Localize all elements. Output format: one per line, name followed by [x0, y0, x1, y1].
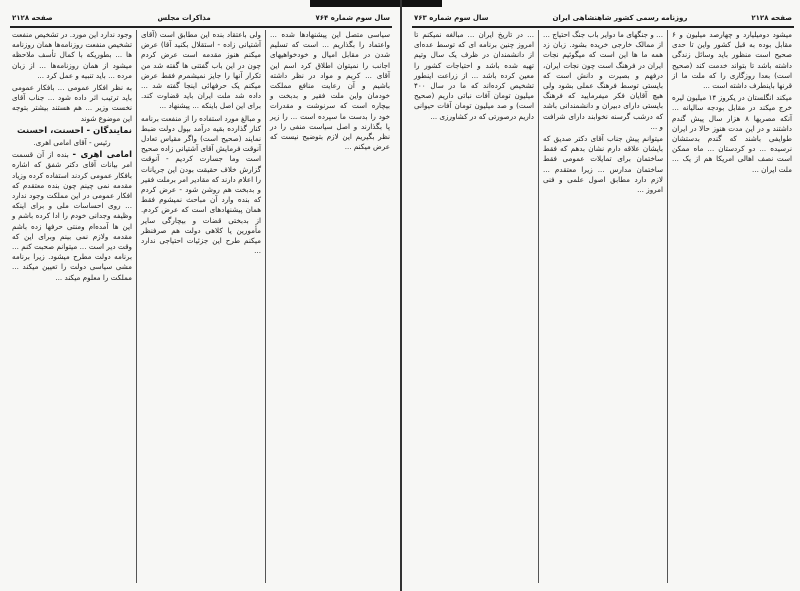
- issue-number: سال سوم شماره ۷۶۴: [315, 14, 390, 22]
- paragraph: ... در تاریخ ایران ... مبالغه نمیکنم تا امروز چنین برنامه ای که توسط عده‌ای از دانشمندان در ظرف یک سال وتیم تهیه شده باشد و احتیاجات کشور را معین کرده باشد ... از زراعت اینطور تشخیص کرده‌اند که ما در سال ۴۰۰ میلیون تومان آفات نباتی داریم (صحیح است) و صد میلیون تومان آفات حیوانی داریم درصورتی که در کشاورزی ...: [414, 30, 534, 121]
- paragraph: ولی باعتقاد بنده این مطابق است (آقای آشتیانی زاده - استقلال بکنید آقا) عرض میکنم هنوز مقدمه است عرض کردم چون در این باب گفتنی ها گفته شد من تکرار آنها را جایز نمیشمرم فقط عرض میکنم یک حرفهائی اینجا گفته شد ... داده شد ملت ایران باید قضاوت کند. برای این اصل باینکه ... پیشنهاد ...: [141, 30, 261, 111]
- paragraph: ... و جنگهای ما دوایر باب جنگ احتیاج ... از ممالک خارجی خریده بشود. زبان زد همه ما ها این است که میگوئیم نجات ایران در فرهنگ است چون نجات ایران، درفهم و بصیرت و دانش است که بایستی توسط فرهنگ عملی بشود ولی هیچ آقایان فکر میفرمایید که فرهنگ بایستی دارای دبیران و دانشمندانی باشد که درشب گرسنه نخوابند دارای شرافت و ...: [543, 30, 663, 131]
- page-number: صفحه ۲۱۲۸: [12, 14, 53, 22]
- issue-number: سال سوم شماره ۷۶۳: [414, 14, 489, 22]
- header-rule: [10, 26, 392, 28]
- paragraph: میتوانم پیش جناب آقای دکتر صدیق که بایشان علاقه دارم نشان بدهم که فقط ساختمان برای تمایلات عمومی فقط ساختمان مدارس ... زیرا معتقدم ... لازم دارد مطابق اصول علمی و فنی امروز ...: [543, 134, 663, 195]
- applause-line: نمایندگان - احسنت، احسنت: [17, 125, 132, 136]
- page-header: [414, 12, 792, 24]
- paragraph: میشود دومیلیارد و چهارصد میلیون و ۶ مقابل بوده به قبل کشور واین تا حدی صحیح است منظور باید وسائل زندگی داشته باشد تا بتواند خدمت کند (صحیح است) بعدا روزگاری را که ملت ما از قرنها باینطرف داشته است ...: [672, 30, 792, 91]
- header-rule: [412, 26, 794, 28]
- column-2: [137, 30, 266, 583]
- paragraph: میکند انگلستان در یکروز ۱۴ میلیون لیره خرج میکند در مقابل بودجه سالیانه ... آنکه مصریها ۸ هزار سال پیش گندم داشتند و در این مدت هنوز حالا در ایران طوایفی باشند که گندم بدستشان نرسیده ... دو کردستان ... ماه ممکن است نصف اهالی امریکا هم از یک ... ملت ایران ...: [672, 93, 792, 174]
- paragraph: و مبالغ مورد استفاده را از منفعت برنامه کنار گذارده بقیه درآمد بپول دولت ضبط نمایند (صحیح است) واگر مقیاس تعادل آنوقت فرمایش آقای آشتیانی زاده صحیح است وما جسارت کردیم - آنوقت گزارش خلاف حقیقت بودن این جریانات را اعلام دارند که مقادیر امر برملت فقیر و بدبخت هم روشن شود - عرض کردم که بنده وارد آن مباحث نمیشوم فقط همان پیشنهادهای است که عرض کردم. از بدبختی قضات و بیچارگی سایر مأمورین یا کلاهی دولت هم صرفنظر میکنم طرح این جزئیات احتیاجی ندارد ...: [140, 113, 261, 256]
- scan-shadow: [310, 0, 400, 7]
- column-1: [266, 30, 394, 583]
- speaker-name: امامی اهری -: [72, 150, 132, 161]
- paragraph: وجود ندارد این مورد. در تشخیص منفعت تشخیص منفعت روزنامه‌ها همان روزنامه ها ... بطوریکه با کمال تأسف ملاحظه میشود از همان روزنامه‌ها ... از زبان مرده ... باید تنبیه و عمل کرد ...: [12, 30, 132, 80]
- right-page: [400, 0, 800, 591]
- paragraph: به نظر افکار عمومی ... بافکار عمومی باید ترتیب اثر داده شود ... جناب آقای نخست وزیر ... هم هستند بیشتر بتوجه این موضوع شوند: [12, 83, 132, 123]
- column-2: [539, 30, 668, 583]
- column-3: [410, 30, 539, 583]
- newspaper-title: روزنامه رسمی کشور شاهنشاهی ایران: [552, 14, 688, 22]
- column-1: [668, 30, 796, 583]
- paragraph: سیاسی متصل این پیشنهادها شده ... واعتماد را بگذاریم ... است که تسلیم شدن در مقابل امیال و خودخواهیهای اجانب را نمیتوان اطلاق کرد اسم این آقای ... کریم و مواد در نظر داشته باشیم و آن رعایت منافع مملکت خودمان واین ملت فقیر و بدبخت و بیچاره است که سرنوشت و مقدرات خود را بدست ما سپرده است ... را زیر پا بگذارند و اصل سیاست منفی را در نظر بگیریم این لازم بتوضیح نیست که عرض میکنم ...: [270, 30, 390, 152]
- column-3: [8, 30, 137, 583]
- page-header: [12, 12, 390, 24]
- chair-line: رئیس - آقای امامی اهری.: [33, 138, 111, 148]
- scan-shadow: [402, 0, 442, 7]
- speech-text: بنده از آن قسمت امر بیانات آقای دکتر شفق که اشاره بافکار عمومی کردند استفاده کرده وزیاد مقدمه نمی چینم چون بنده معتقدم که افکار عمومی در این مملکت وجود ندارد ... روی احساسات ملی و برای اینکه وظیفه وجدانی خودم را ادا کرده باشم و این ها آمده‌ام ومنتی حرفها زده باشم مقدمه ولازم نمی بینم وبرای این که وقت دیر است ... میتوانم صحبت کنم ... برنامه دولت مطرح میشود. زیرا برنامه مشی سیاسی دولت را تعیین میکند ... مملکت را معلوم میکند ...: [12, 150, 132, 282]
- page-number: صفحه ۲۱۲۸: [751, 14, 792, 22]
- section-title: مذاکرات مجلس: [157, 14, 211, 22]
